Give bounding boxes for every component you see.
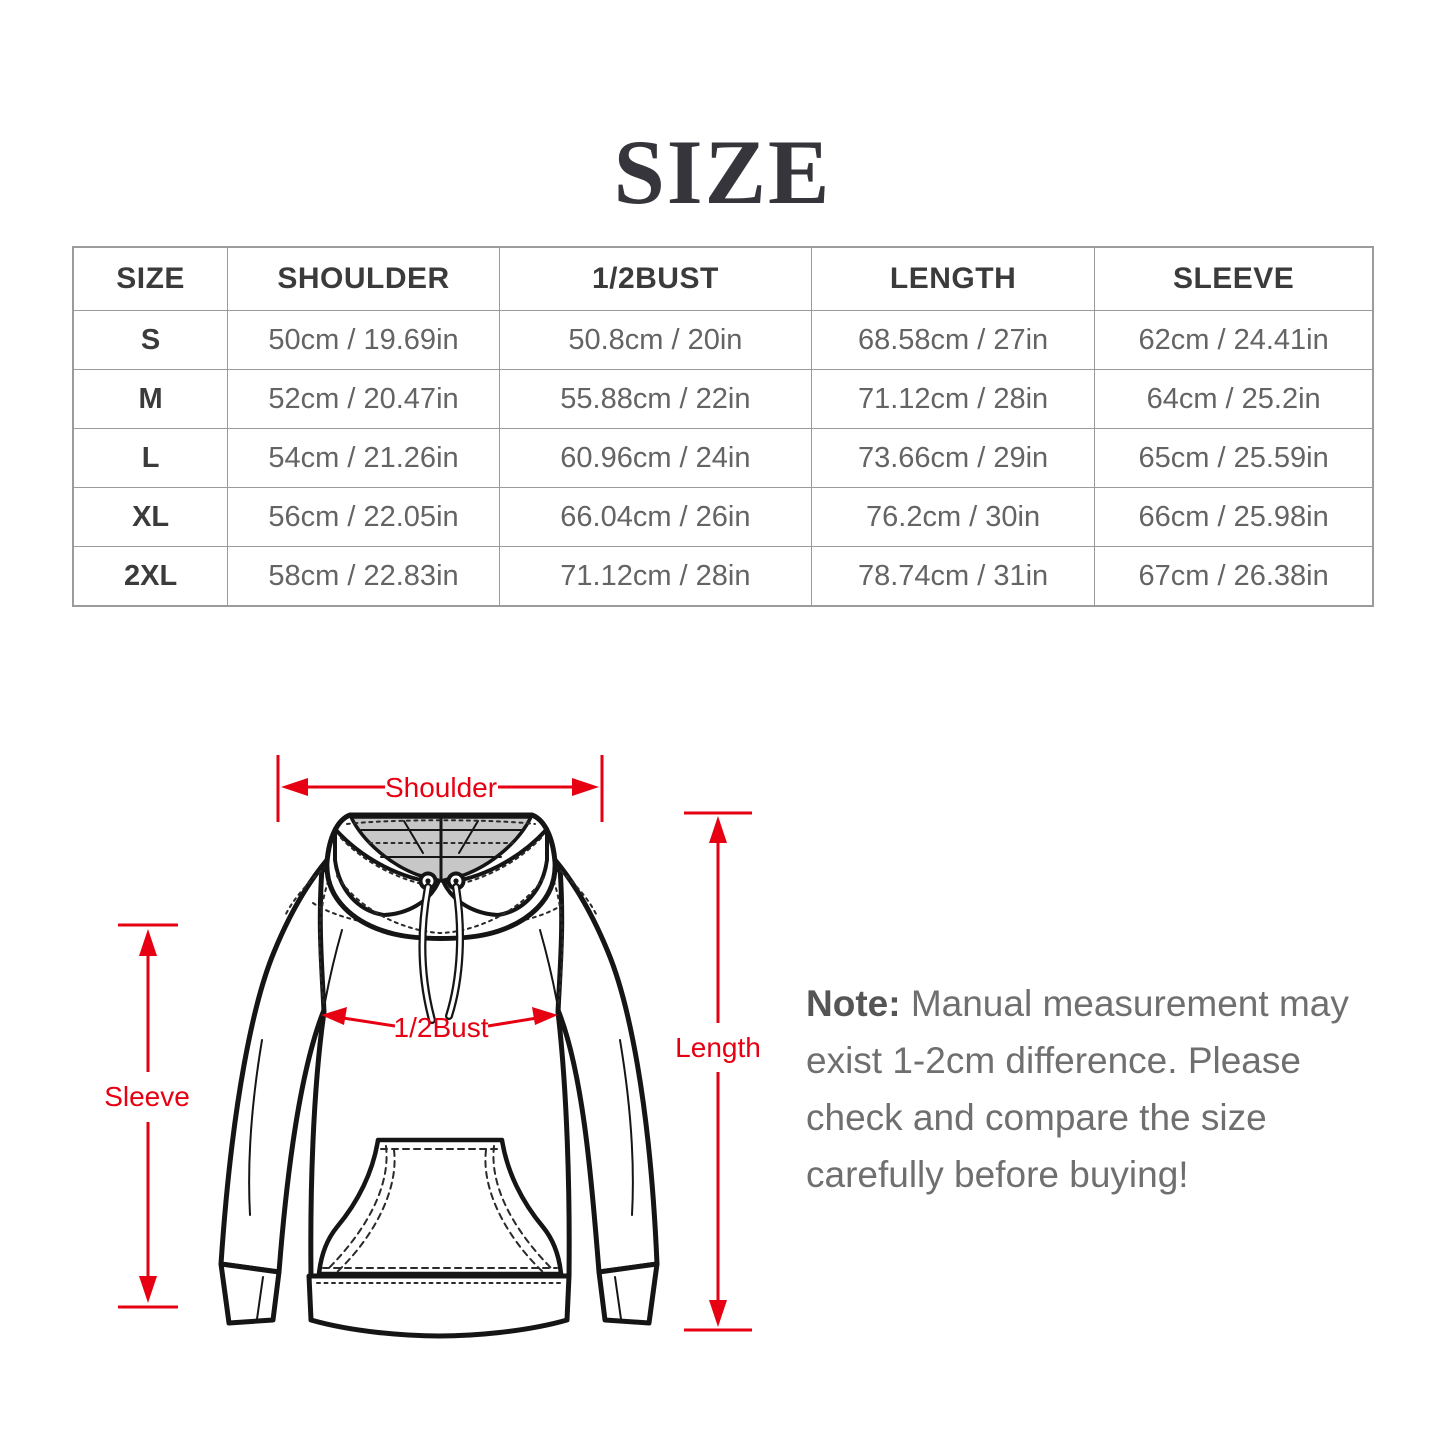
measurement-cell: 62cm / 24.41in [1095, 311, 1373, 370]
table-row-2xl [73, 547, 1373, 607]
shoulder-dimension-label: Shoulder [384, 772, 498, 803]
measurement-cell: 54cm / 21.26in [228, 429, 500, 488]
measurement-cell: 71.12cm / 28in [499, 547, 811, 607]
note-line [806, 975, 1349, 1032]
measurement-cell: 50cm / 19.69in [228, 311, 500, 370]
note-line: exist 1-2cm difference. Please [806, 1040, 1301, 1081]
measurement-cell: 56cm / 22.05in [228, 488, 500, 547]
measurement-cell: 50.8cm / 20in [499, 311, 811, 370]
measurement-cell: 66cm / 25.98in [1095, 488, 1373, 547]
size-label: L [73, 429, 228, 488]
size-label: XL [73, 488, 228, 547]
hoodie-illustration [221, 815, 657, 1336]
measurement-cell: 65cm / 25.59in [1095, 429, 1373, 488]
measurement-cell: 78.74cm / 31in [811, 547, 1094, 607]
measurement-cell: 67cm / 26.38in [1095, 547, 1373, 607]
right-cuff [599, 1264, 657, 1323]
table-header-row [73, 247, 1373, 311]
table-row-m [73, 370, 1373, 429]
size-chart-table [72, 246, 1374, 607]
measurement-note [806, 975, 1349, 1203]
table-row-l [73, 429, 1373, 488]
table-row-xl [73, 488, 1373, 547]
header-half-bust: 1/2BUST [499, 247, 811, 311]
header-size: SIZE [73, 247, 228, 311]
measurement-cell: 58cm / 22.83in [228, 547, 500, 607]
size-label: S [73, 311, 228, 370]
size-label: M [73, 370, 228, 429]
hoodie-measurement-diagram [60, 730, 780, 1410]
shoulder-dimension [278, 755, 602, 822]
sleeve-dimension-label: Sleeve [104, 1081, 190, 1112]
header-length: LENGTH [811, 247, 1094, 311]
hood-collar [327, 815, 555, 939]
length-dimension-label: Length [675, 1032, 761, 1063]
hem-band [309, 1276, 569, 1336]
length-dimension [675, 813, 761, 1330]
size-label: 2XL [73, 547, 228, 607]
measurement-cell: 71.12cm / 28in [811, 370, 1094, 429]
sleeve-dimension [104, 925, 190, 1307]
measurement-cell: 52cm / 20.47in [228, 370, 500, 429]
measurement-cell: 73.66cm / 29in [811, 429, 1094, 488]
page-title: SIZE [613, 121, 832, 223]
measurement-cell: 76.2cm / 30in [811, 488, 1094, 547]
measurement-cell: 68.58cm / 27in [811, 311, 1094, 370]
header-shoulder: SHOULDER [228, 247, 500, 311]
measurement-cell: 66.04cm / 26in [499, 488, 811, 547]
note-line: check and compare the size [806, 1097, 1267, 1138]
table-row-s [73, 311, 1373, 370]
left-cuff [221, 1264, 279, 1323]
note-line: carefully before buying! [806, 1154, 1189, 1195]
measurement-cell: 60.96cm / 24in [499, 429, 811, 488]
measurement-cell: 55.88cm / 22in [499, 370, 811, 429]
note-label: Note: [806, 983, 901, 1024]
half-bust-dimension-label: 1/2Bust [393, 1012, 489, 1043]
measurement-cell: 64cm / 25.2in [1095, 370, 1373, 429]
header-sleeve: SLEEVE [1095, 247, 1373, 311]
note-text: Manual measurement may [910, 983, 1349, 1024]
